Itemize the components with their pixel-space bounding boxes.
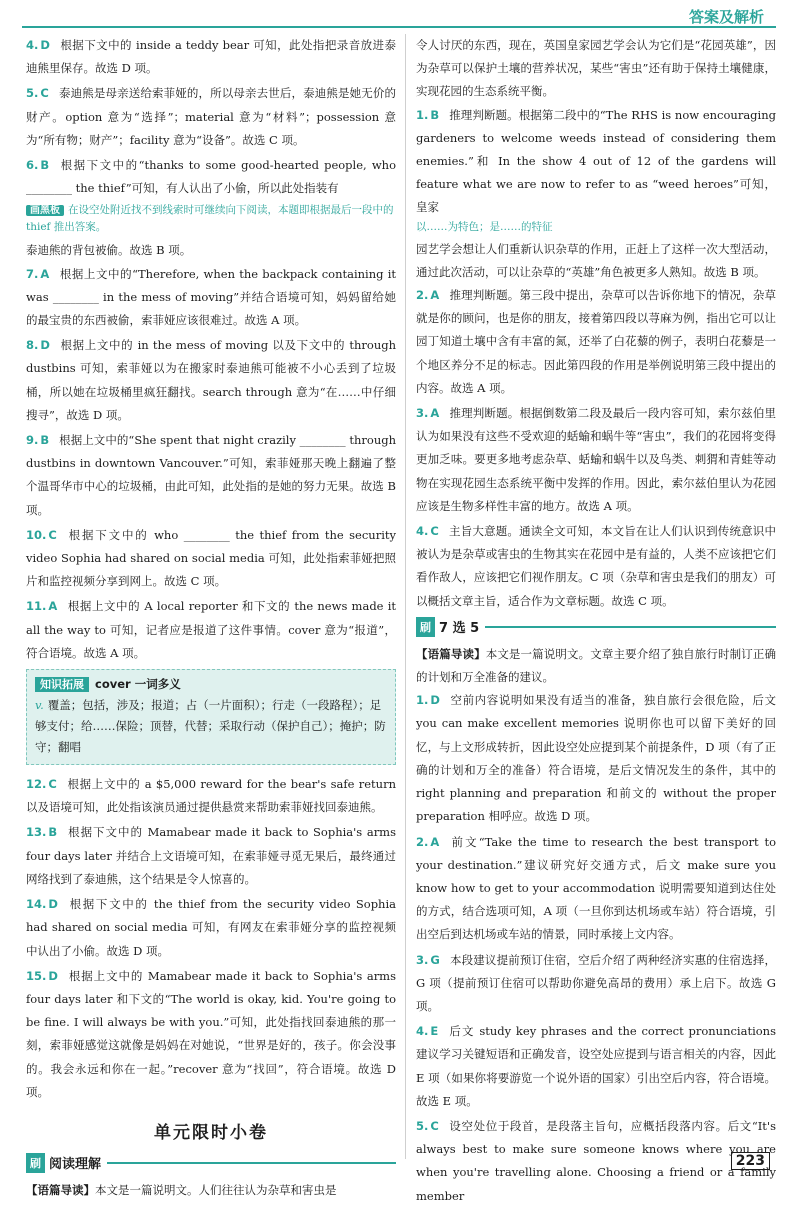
left-answer-list-2 <box>26 263 396 665</box>
guide2-text: 本文是一篇说明文。文章主要介绍了独自旅行时制订正确的计划和万全准备的建议。 <box>416 646 777 685</box>
answer-text: 根据上文中的 Mamabear made it back to Sophia's arms four days later 和下文的“The world is okay, kid. You're going to be fine. I will always be with you.”可知，此处指找回泰迪熊的那一刻，索菲娅感觉这就像是妈妈在对她说，“世界是好的，孩子。你会没事的。我会永远和你在一起。”recover 意为“找回”，符合语境。故选 D 项。 <box>26 968 396 1099</box>
answer-key: C <box>40 86 49 101</box>
answer-number: 7. <box>26 266 39 281</box>
page-header <box>0 0 800 28</box>
answer-item <box>416 831 776 947</box>
blackboard-tag: 画黑板 <box>26 205 64 216</box>
answer-key: D <box>430 693 440 708</box>
cloze-guide <box>416 643 776 689</box>
answer-number: 11. <box>26 599 47 614</box>
header-title: 答案及解析 <box>688 8 764 26</box>
left-column <box>26 34 396 1202</box>
guide-label: 【语篇导读】 <box>26 1182 95 1197</box>
answer-text: 根据下文中的 Mamabear made it back to Sophia's arms four days later 并结合上文语境可知，在索菲娅寻觅无果后，最终通过网络找到了泰迪熊，这个结果是令人惊喜的。 <box>26 825 396 886</box>
answer-key: C <box>48 777 57 792</box>
answer-key: C <box>430 524 439 539</box>
reading-section-bar <box>26 1153 396 1173</box>
knowledge-title: cover 一词多义 <box>95 677 181 692</box>
knowledge-box <box>26 669 396 765</box>
answer-text: 后文 study key phrases and the correct pronunciations 建议学习关键短语和正确发音，设空处应提到与语言相关的内容，因此 E 项（如果你将要游览一个说外语的国家）引出空后内容，符合语境。故选 E 项。 <box>416 1024 776 1108</box>
answer-item <box>26 773 396 819</box>
answer-key: B <box>40 433 50 448</box>
answer-item <box>416 1115 776 1208</box>
answer-item <box>26 334 396 427</box>
answer-item <box>26 34 396 80</box>
answer-text: 推理判断题。根据倒数第二段及最后一段内容可知，索尔兹伯里认为如果没有这些不受欢迎的蛞蝓和蜗牛等“害虫”，我们的花园将变得更加乏味。要更多地考虑杂草、蛞蝓和蜗牛以及鸟类、刺猬和青蛙等动物在实现花园生态系统平衡中发挥的作用。因此，索尔兹伯里认为花园应该是生物多样性丰富的地方。故选 A 项。 <box>416 406 776 513</box>
answer-r1-continued: 园艺学会想让人们重新认识杂草的作用，正赶上了这样一次大型活动，通过此次活动，可以让杂草的“英雄”角色被更多人熟知。故选 B 项。 <box>416 241 776 279</box>
answer-text: 根据上文中的 in the mess of moving 以及下文中的 through dustbins 可知，索菲娅以为在搬家时泰迪熊可能被不小心丢到了垃圾桶，所以她在垃圾桶里疯狂翻找。search through 意为“在……中仔细搜寻”，故选 D 项。 <box>26 338 396 422</box>
answer-item <box>416 520 776 613</box>
answer-text: 前文“Take the time to research the best transport to your destination.”建议研究好交通方式，后文 make sure you know how to get to your accommodation 说明需要知道到达住处的方式，结合选项可知，A 项（一旦你到达机场或车站）符合语境，引出空后到达机场或车站的情景，同时承接上文内容。 <box>416 834 776 942</box>
answer-item <box>416 949 776 1019</box>
answer-key: B <box>430 107 440 122</box>
feature-note-text: 以……为特色；是……的特征 <box>416 220 553 233</box>
answer-key: E <box>430 1024 439 1039</box>
knowledge-text: 覆盖；包括，涉及；报道；占（一片面积）；行走（一段路程）；足够支付；给……保险；顶替，代替；采取行动（保护自己）；掩护；防守；翻唱 <box>35 698 386 755</box>
answer-item <box>26 82 396 152</box>
answer-text: 主旨大意题。通读全文可知，本文旨在让人们认识到传统意识中被认为是杂草或害虫的生物其实在花园中是有益的，人类不应该把它们看作敌人，应该把它们视作朋友。C 项（杂草和害虫是我们的朋友）可以概括文章主旨，适合作为文章标题。故选 C 项。 <box>416 524 776 608</box>
left-answer-list-3 <box>26 773 396 1104</box>
cloze-section-bar <box>416 617 776 637</box>
answer-text: 泰迪熊是母亲送给索菲娅的，所以母亲去世后，泰迪熊是她无价的财产。option 意为“选择”；material 意为“材料”；possession 意为“所有物；财产”；facility 意为“设备”。故选 C 项。 <box>26 86 396 147</box>
left-answer-list <box>26 34 396 200</box>
answer-key: D <box>40 38 50 52</box>
right-answer-list-3 <box>416 689 776 1207</box>
answer-text: 根据下文中的 the thief from the security video Sophia had shared on social media 可知，有网友在索菲娅分享的监控视频中认出了小偷。故选 D 项。 <box>26 897 396 958</box>
answer-key: D <box>48 968 58 983</box>
answer-number: 6. <box>26 158 39 173</box>
feature-note <box>416 220 776 234</box>
answer-text: 空前内容说明如果没有适当的准备，独自旅行会很危险，后文 you can make excellent memories 说明你也可以留下美好的回忆，与上文形成转折，因此设空处应提到某个前提条件，D 项（有了正确的计划和万全的准备）符合语境，是后文情况发生的条件，其中的 right planning and preparation 和前文的 without the proper preparation 相呼应。故选 D 项。 <box>416 693 776 824</box>
answer-number: 2. <box>416 834 429 849</box>
answer-number: 5. <box>416 1118 429 1133</box>
answer-text: 根据下文中的 inside a teddy bear 可知，此处指把录音放进泰迪熊里保存。故选 D 项。 <box>26 38 396 76</box>
answer-text: 根据下文中的“thanks to some good-hearted people, who ________ the thief”可知，有人认出了小偷，所以此处指装有 <box>26 158 396 196</box>
section-title: 单元限时小卷 <box>154 1122 268 1143</box>
answer-key: A <box>430 834 440 849</box>
answer-number: 3. <box>416 406 429 421</box>
blackboard-note <box>26 202 396 235</box>
reading-rule <box>107 1162 396 1164</box>
answer-number: 1. <box>416 693 429 708</box>
answer-key: B <box>48 825 58 840</box>
page-number: 223 <box>731 1152 770 1170</box>
answer-number: 8. <box>26 338 39 353</box>
knowledge-tag: 知识拓展 <box>35 677 89 692</box>
answer-number: 15. <box>26 968 47 983</box>
right-answer-list <box>416 104 776 220</box>
answer-number: 12. <box>26 777 47 792</box>
answer-text: 根据上文中的“Therefore, when the backpack containing it was ________ in the mess of moving”并结合语境可知，妈妈留给她的最宝贵的东西被偷，索菲娅应该很难过。故选 A 项。 <box>26 266 396 328</box>
guide2-label: 【语篇导读】 <box>416 646 486 661</box>
answer-number: 13. <box>26 825 47 840</box>
answer-key: G <box>430 952 440 967</box>
answer-item <box>26 821 396 891</box>
answer-number: 3. <box>416 952 429 967</box>
answer-key: B <box>40 158 50 173</box>
answer-text: 根据上文中的 A local reporter 和下文的 the news made it all the way to 可知，记者应是报道了这件事情。cover 意为“报道”，符合语境。故选 A 项。 <box>26 599 396 660</box>
cloze-badge: 刷 <box>416 617 435 637</box>
answer-text: 推理判断题。第三段中提出，杂草可以告诉你地下的情况，杂草就是你的顾问，也是你的朋友，接着第四段以荨麻为例，指出它可以让园丁知道土壤中含有丰富的氮，还举了白花藜的例子，表明白花藜是一个地区养分不足的标志。因此第四段的作用是举例说明第三段中提出的内容。故选 A 项。 <box>416 288 776 395</box>
knowledge-pos: v. <box>35 698 44 713</box>
answer-text: 根据上文中的 a $5,000 reward for the bear's safe return 以及语境可知，此处指该演员通过提供悬赏来帮助索菲娅找回泰迪熊。 <box>26 777 396 815</box>
right-answer-list-2 <box>416 284 776 613</box>
answer-number: 5. <box>26 86 39 101</box>
answer-key: A <box>40 266 50 281</box>
answer-item <box>26 965 396 1104</box>
reading-badge: 刷 <box>26 1153 45 1173</box>
guide-text: 本文是一篇说明文。人们往往认为杂草和害虫是 <box>95 1182 337 1197</box>
answer-item <box>416 104 776 220</box>
answer-item <box>26 429 396 522</box>
header-rule <box>22 26 776 28</box>
answer-item <box>416 689 776 828</box>
reading-guide <box>26 1179 396 1202</box>
answer-6-continued: 泰迪熊的背包被偷。故选 B 项。 <box>26 243 192 258</box>
answer-text: 设空处位于段首，是段落主旨句，应概括段落内容。后文“It's always best to make sure someone knows where you are when you're travelling alone. Choosing a friend or a family member <box>416 1118 776 1203</box>
answer-number: 4. <box>416 524 429 539</box>
answer-text: 推理判断题。根据第二段中的“The RHS is now encouraging gardeners to welcome weeds instead of considering them enemies.”和 In the show 4 out of 12 of the gardens will feature what we are now to refer to as “weed heroes”可知，皇家 <box>416 107 776 215</box>
answer-item <box>26 524 396 594</box>
answer-key: D <box>48 897 58 912</box>
answer-item <box>416 1020 776 1113</box>
answer-text: 根据下文中的 who ________ the thief from the security video Sophia had shared on social media 可知，此处指索菲娅把照片和监控视频分享到网上。故选 C 项。 <box>26 527 396 589</box>
answer-text: 根据上文中的“She spent that night crazily ________ through dustbins in downtown Vancouver.”可知，索菲娅那天晚上翻遍了整个温哥华市中心的垃圾桶，由此可知，此处指的是她的努力无果。故选 B 项。 <box>26 433 396 517</box>
answer-item <box>26 154 396 200</box>
cloze-label: 7 选 5 <box>439 621 480 637</box>
answer-key: A <box>430 406 440 421</box>
answer-number: 14. <box>26 897 47 912</box>
answer-number: 1. <box>416 107 429 122</box>
guide-continued: 令人讨厌的东西，现在，英国皇家园艺学会认为它们是“花园英雄”，因为杂草可以保护土壤的营养状况，某些“害虫”还有助于保持土壤健康，实现花园的生态系统平衡。 <box>416 38 776 99</box>
column-divider <box>405 34 406 1159</box>
answer-key: D <box>40 338 50 353</box>
answer-item <box>26 263 396 333</box>
right-column <box>416 34 776 1210</box>
answer-number: 10. <box>26 527 47 542</box>
blackboard-text: 在设空处附近找不到线索时可继续向下阅读，本题即根据最后一段中的 thief 推出答案。 <box>26 204 394 234</box>
answer-item <box>416 284 776 400</box>
answer-item <box>26 893 396 963</box>
answer-number: 2. <box>416 288 429 303</box>
answer-item <box>416 402 776 518</box>
answer-number: 4. <box>416 1024 429 1039</box>
answer-number: 9. <box>26 433 39 448</box>
answer-key: C <box>430 1118 439 1133</box>
answer-key: A <box>430 288 440 303</box>
answer-key: A <box>48 599 58 614</box>
answer-text: 本段建议提前预订住宿，空后介绍了两种经济实惠的住宿选择，G 项（提前预订住宿可以帮助你避免高昂的费用）承上启下。故选 G 项。 <box>416 952 776 1013</box>
answer-item <box>26 595 396 665</box>
answer-key: C <box>48 527 57 542</box>
reading-label: 阅读理解 <box>49 1157 102 1173</box>
answer-number: 4. <box>26 38 39 52</box>
cloze-rule <box>485 626 776 628</box>
